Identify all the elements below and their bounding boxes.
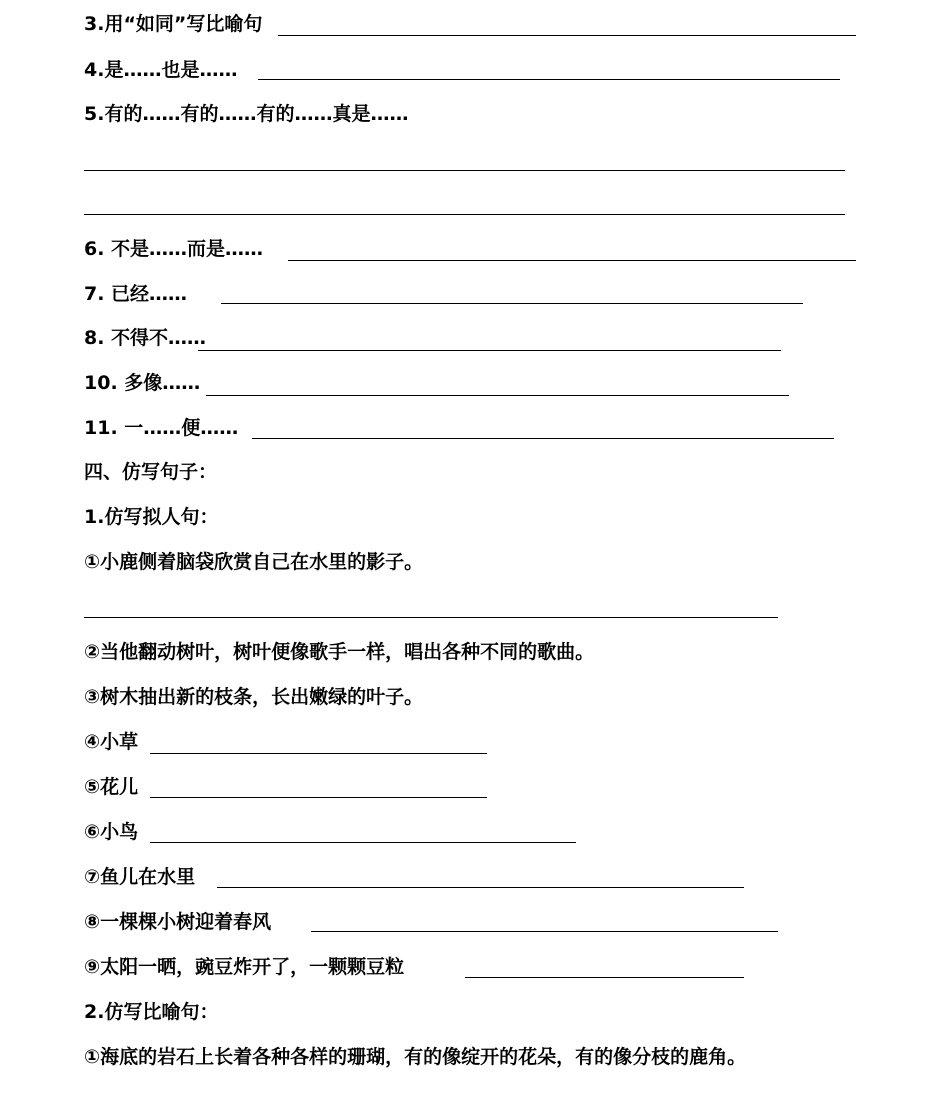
answer-line-10[interactable] [206,395,789,396]
answer-line-7[interactable] [221,303,803,304]
answer-line-5b[interactable] [84,214,845,215]
example-1: ①小鹿侧着脑袋欣赏自己在水里的影子。 [84,551,424,573]
prompt-4: 4.是……也是…… [84,59,238,81]
answer-line-xiaoshu[interactable] [311,931,778,932]
prompt-3: 3.用“如同”写比喻句 [84,13,263,35]
prompt-xiaoshu: ⑧一棵棵小树迎着春风 [84,911,272,933]
part2-title: 2.仿写比喻句： [84,1001,219,1023]
answer-line-3[interactable] [278,35,856,36]
example-3: ③树木抽出新的枝条，长出嫩绿的叶子。 [84,686,424,708]
example-2: ②当他翻动树叶，树叶便像歌手一样，唱出各种不同的歌曲。 [84,641,595,663]
part1-title: 1.仿写拟人句： [84,506,219,528]
answer-line-wandou[interactable] [465,977,744,978]
answer-line-11[interactable] [252,438,834,439]
prompt-11: 11. 一……便…… [84,417,239,439]
answer-line-ex1[interactable] [84,617,778,618]
example-simile-1: ①海底的岩石上长着各种各样的珊瑚，有的像绽开的花朵，有的像分枝的鹿角。 [84,1046,747,1068]
prompt-wandou: ⑨太阳一晒，豌豆炸开了，一颗颗豆粒 [84,956,405,978]
prompt-5: 5.有的……有的……有的……真是…… [84,103,409,125]
prompt-7: 7. 已经…… [84,283,188,305]
answer-line-yuer[interactable] [217,887,744,888]
answer-line-huaer[interactable] [150,797,487,798]
prompt-6: 6. 不是……而是…… [84,238,264,260]
prompt-8: 8. 不得不…… [84,327,207,349]
prompt-yuer: ⑦鱼儿在水里 [84,866,196,888]
prompt-huaer: ⑤花儿 [84,776,139,798]
answer-line-xiaocao[interactable] [150,753,487,754]
prompt-xiaoniao: ⑥小鸟 [84,821,139,843]
answer-line-5a[interactable] [84,170,845,171]
answer-line-4[interactable] [258,79,840,80]
section-heading: 四、仿写句子： [84,461,218,483]
prompt-xiaocao: ④小草 [84,731,139,753]
answer-line-6[interactable] [288,260,856,261]
prompt-10: 10. 多像…… [84,372,201,394]
answer-line-xiaoniao[interactable] [150,842,576,843]
answer-line-8[interactable] [198,350,781,351]
